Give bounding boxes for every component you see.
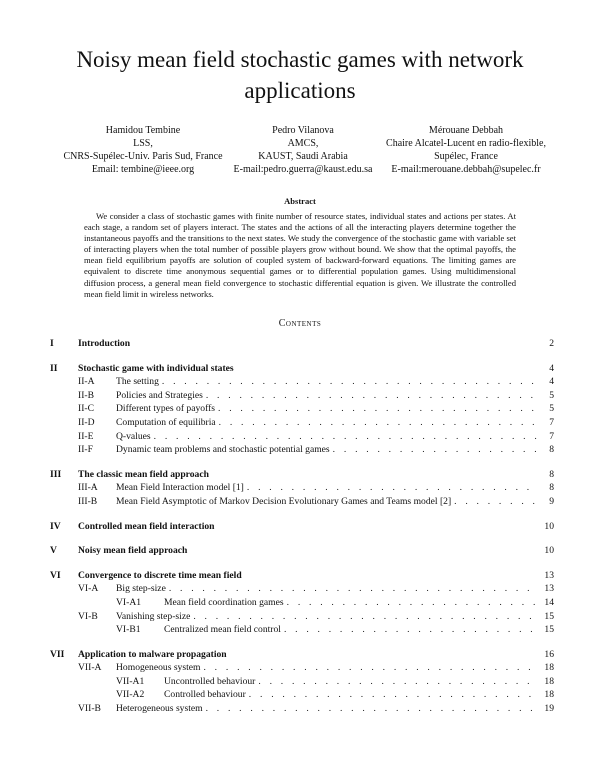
toc-page-number: 15 xyxy=(544,624,554,636)
toc-number: III xyxy=(50,468,62,480)
toc-title: Stochastic game with individual states xyxy=(78,362,234,374)
toc-sub-entry[interactable] xyxy=(50,443,554,457)
toc-page-number: 5 xyxy=(549,389,554,401)
toc-leader-dots xyxy=(218,402,537,416)
toc-sec-entry[interactable] xyxy=(50,569,554,583)
toc-leader-dots xyxy=(454,495,537,509)
toc-page-number: 10 xyxy=(544,520,554,532)
toc-page-number: 18 xyxy=(544,675,554,687)
table-of-contents xyxy=(50,337,554,716)
toc-page-number: 16 xyxy=(544,648,554,660)
author-affiliation: CNRS-Supélec-Univ. Paris Sud, France xyxy=(63,151,223,162)
toc-number: VI-A1 xyxy=(116,596,142,608)
toc-section xyxy=(50,468,554,509)
author-email: Email: tembine@ieee.org xyxy=(91,164,195,175)
toc-page-number: 8 xyxy=(549,444,554,456)
toc-section xyxy=(50,648,554,716)
toc-sub-entry[interactable] xyxy=(50,661,554,675)
toc-leader-dots xyxy=(169,582,537,596)
abstract-heading: Abstract xyxy=(284,196,316,206)
contents-heading: Contents xyxy=(278,318,322,329)
toc-section xyxy=(50,337,554,351)
toc-number: V xyxy=(50,545,57,557)
toc-title: Controlled behaviour xyxy=(164,689,246,701)
toc-section xyxy=(50,362,554,457)
author-name: Mérouane Debbah xyxy=(428,125,504,136)
toc-title: Computation of equilibria xyxy=(116,416,216,428)
toc-title: Dynamic team problems and stochastic potential games xyxy=(116,444,330,456)
toc-page-number: 7 xyxy=(549,430,554,442)
toc-leader-dots xyxy=(249,688,537,702)
author-email: E-mail:pedro.guerra@kaust.edu.sa xyxy=(233,164,373,175)
toc-title: Mean Field Asymptotic of Markov Decision Evolutionary Games and Teams model [2] xyxy=(116,495,452,507)
toc-page-number: 18 xyxy=(544,662,554,674)
toc-leader-dots xyxy=(247,481,537,495)
toc-subsub-entry[interactable] xyxy=(50,596,554,610)
author-affiliation: AMCS, xyxy=(287,138,319,149)
toc-page-number: 19 xyxy=(544,703,554,715)
author-block xyxy=(228,124,378,176)
toc-title: Application to malware propagation xyxy=(78,648,227,660)
toc-number: III-A xyxy=(78,482,98,494)
toc-page-number: 2 xyxy=(549,338,554,349)
author-affiliation: Supélec, France xyxy=(434,151,498,162)
toc-leader-dots xyxy=(154,430,537,444)
toc-title: Q-values xyxy=(116,430,151,442)
toc-number: VII-A1 xyxy=(116,675,145,687)
toc-title: Homogeneous system xyxy=(116,662,201,674)
toc-sec-entry[interactable] xyxy=(50,520,554,534)
toc-number: VII-B xyxy=(78,703,101,715)
toc-title: Centralized mean field control xyxy=(164,624,281,636)
toc-title: Introduction xyxy=(78,338,131,349)
toc-sub-entry[interactable] xyxy=(50,702,554,716)
toc-page-number: 10 xyxy=(544,545,554,557)
toc-sub-entry[interactable] xyxy=(50,495,554,509)
author-block xyxy=(58,124,228,176)
toc-sub-entry[interactable] xyxy=(50,481,554,495)
toc-sub-entry[interactable] xyxy=(50,375,554,389)
author-block xyxy=(378,124,554,176)
toc-sub-entry[interactable] xyxy=(50,582,554,596)
toc-title: Noisy mean field approach xyxy=(78,545,188,557)
toc-number: VII-A2 xyxy=(116,689,145,701)
toc-title: Uncontrolled behaviour xyxy=(164,675,256,687)
toc-title: The setting xyxy=(116,376,159,388)
toc-sub-entry[interactable] xyxy=(50,430,554,444)
toc-number: I xyxy=(50,338,54,349)
toc-page-number: 13 xyxy=(544,583,554,595)
toc-sec-entry[interactable] xyxy=(50,337,554,351)
toc-page-number: 9 xyxy=(549,495,554,507)
toc-number: II-B xyxy=(78,389,94,401)
toc-title: Mean field coordination games xyxy=(164,596,284,608)
toc-sec-entry[interactable] xyxy=(50,362,554,376)
toc-number: II-E xyxy=(78,430,94,442)
toc-leader-dots xyxy=(284,623,537,637)
toc-number: VI-B1 xyxy=(116,624,141,636)
toc-leader-dots xyxy=(258,675,537,689)
toc-number: VI-A xyxy=(78,583,99,595)
toc-subsub-entry[interactable] xyxy=(50,675,554,689)
toc-title: Different types of payoffs xyxy=(116,403,216,415)
toc-page-number: 13 xyxy=(544,569,554,581)
toc-number: VI-B xyxy=(78,610,98,622)
toc-sub-entry[interactable] xyxy=(50,402,554,416)
toc-number: VII xyxy=(50,648,65,660)
toc-leader-dots xyxy=(333,443,537,457)
toc-page-number: 14 xyxy=(544,596,554,608)
toc-leader-dots xyxy=(203,661,537,675)
abstract-text: We consider a class of stochastic games with finite number of resource states, individual states and actions per states. At each stage, a random set of players interact. The states and the actions of all the interacting players determine together the instantaneous payoffs and the transitions to the next states. We study the convergence of the stochastic game with variable set of interacting players when the total number of possible players grow without bound. We show that the optimal payoffs, the mean field equilibrium payoffs are solution of coupled system of backward-forward equations. The limiting games are equivalent to discrete time anonymous sequential games or to differential population games. Using multidimensional diffusion process, a general mean field convergence to stochastic differential equation is given. We illustrate the controlled mean field limit in wireless networks. xyxy=(84,211,516,299)
toc-title: Big step-size xyxy=(116,583,166,595)
toc-number: II xyxy=(50,362,58,374)
author-email: E-mail:merouane.debbah@supelec.fr xyxy=(391,164,541,175)
author-name: Pedro Vilanova xyxy=(272,125,334,136)
toc-title: Policies and Strategies xyxy=(116,389,203,401)
toc-page-number: 5 xyxy=(549,403,554,415)
toc-leader-dots xyxy=(206,389,537,403)
toc-title: Mean Field Interaction model [1] xyxy=(116,482,244,494)
toc-page-number: 8 xyxy=(549,482,554,494)
toc-sec-entry[interactable] xyxy=(50,648,554,662)
toc-title: Heterogeneous system xyxy=(116,703,203,715)
toc-sub-entry[interactable] xyxy=(50,610,554,624)
toc-number: II-D xyxy=(78,416,95,428)
toc-title: Vanishing step-size xyxy=(116,610,191,622)
toc-number: III-B xyxy=(78,495,98,507)
toc-leader-dots xyxy=(193,610,537,624)
toc-leader-dots xyxy=(219,416,537,430)
toc-number: II-F xyxy=(78,444,93,456)
toc-page-number: 7 xyxy=(549,416,554,428)
toc-page-number: 8 xyxy=(549,468,554,480)
toc-leader-dots xyxy=(287,596,537,610)
toc-title: Convergence to discrete time mean field xyxy=(78,569,242,581)
author-affiliation: Chaire Alcatel-Lucent en radio-flexible, xyxy=(386,138,546,149)
toc-section xyxy=(50,544,554,558)
toc-page-number: 15 xyxy=(544,610,554,622)
toc-section xyxy=(50,569,554,637)
toc-number: VII-A xyxy=(78,662,102,674)
toc-page-number: 4 xyxy=(549,362,554,374)
toc-page-number: 18 xyxy=(544,689,554,701)
toc-leader-dots xyxy=(162,375,537,389)
toc-number: VI xyxy=(50,569,61,581)
toc-title: Controlled mean field interaction xyxy=(78,520,215,532)
author-affiliation: LSS, xyxy=(133,138,153,149)
toc-page-number: 4 xyxy=(549,376,554,388)
toc-number: II-C xyxy=(78,403,94,415)
toc-sec-entry[interactable] xyxy=(50,468,554,482)
toc-number: II-A xyxy=(78,376,95,388)
toc-sub-entry[interactable] xyxy=(50,416,554,430)
toc-sec-entry[interactable] xyxy=(50,544,554,558)
toc-title: The classic mean field approach xyxy=(78,468,209,480)
toc-subsub-entry[interactable] xyxy=(50,688,554,702)
toc-number: IV xyxy=(50,520,61,532)
toc-subsub-entry[interactable] xyxy=(50,623,554,637)
author-affiliation: KAUST, Saudi Arabia xyxy=(258,151,348,162)
author-name: Hamidou Tembine xyxy=(105,125,181,136)
toc-leader-dots xyxy=(206,702,537,716)
paper-title: Noisy mean field stochastic games with network applications xyxy=(76,47,524,103)
toc-sub-entry[interactable] xyxy=(50,389,554,403)
toc-section xyxy=(50,520,554,534)
